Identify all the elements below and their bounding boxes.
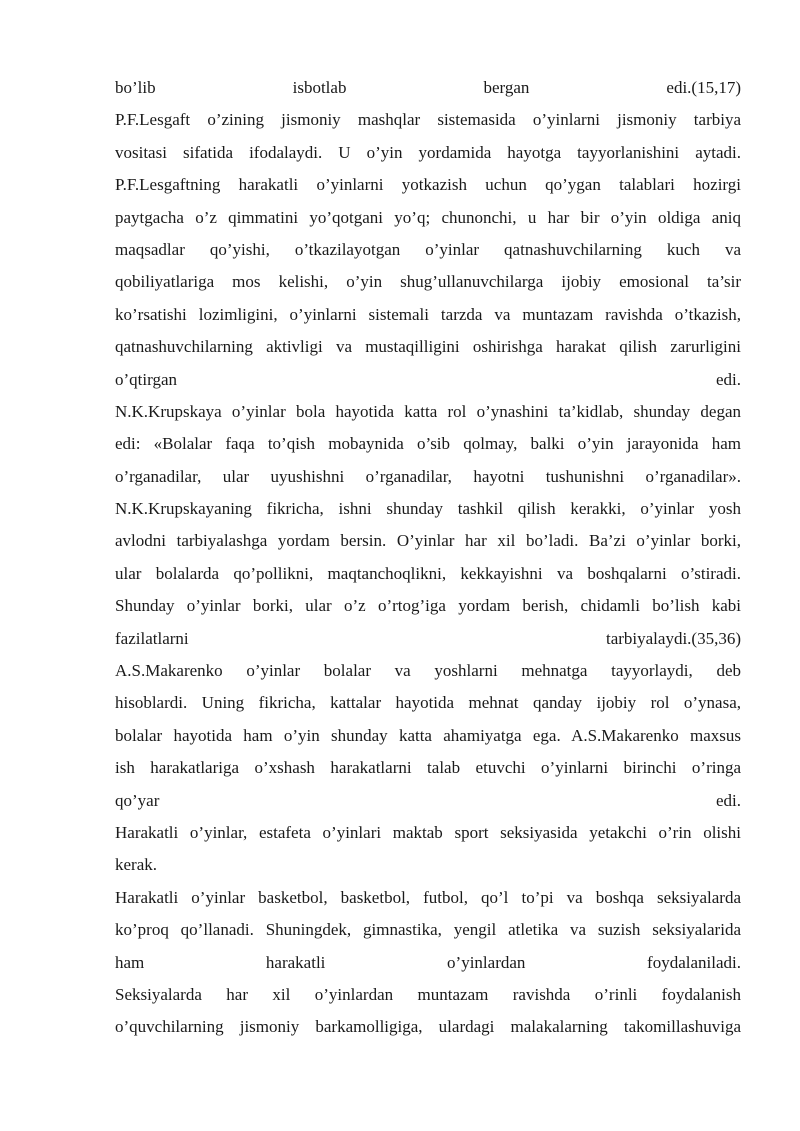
- text-line-13: o’rganadilar, ular uyushishni o’rganadilar, hayotni tushunishni o’rganadilar».: [115, 466, 741, 486]
- text-line-2: P.F.Lesgaft o’zining jismoniy mashqlar sistemasida o’yinlarni jismoniy tarbiya: [115, 110, 741, 130]
- text-line-11: N.K.Krupskaya o’yinlar bola hayotida katta rol o’ynashini ta’kidlab, shunday degan: [115, 401, 741, 421]
- text-line-29: Seksiyalarda har xil o’yinlardan muntazam ravishda o’rinli foydalanish: [115, 984, 741, 1004]
- text-line-5: paytgacha o’z qimmatini yo’qotgani yo’q; chunonchi, u har bir o’yin oldiga aniq: [115, 207, 741, 227]
- text-line-24: Harakatli o’yinlar, estafeta o’yinlari maktab sport seksiyasida yetakchi o’rin olishi: [115, 822, 741, 842]
- text-line-22: ish harakatlariga o’xshash harakatlarni talab etuvchi o’yinlarni birinchi o’ringa: [115, 758, 741, 778]
- text-line-1: bo’lib isbotlab bergan edi.(15,17): [115, 78, 741, 97]
- text-line-7: qobiliyatlariga mos kelishi, o’yin shug’ullanuvchilarga ijobiy emosional ta’sir: [115, 272, 741, 292]
- text-line-17: Shunday o’yinlar borki, ular o’z o’rtog’iga yordam berish, chidamli bo’lish kabi: [115, 596, 741, 616]
- text-line-18: fazilatlarni tarbiyalaydi.(35,36): [115, 628, 741, 648]
- text-line-16: ular bolalarda qo’pollikni, maqtanchoqlikni, kekkayishni va boshqalarni o’stiradi.: [115, 563, 741, 583]
- text-line-3: vositasi sifatida ifodalaydi. U o’yin yordamida hayotga tayyorlanishini aytadi.: [115, 142, 741, 162]
- text-line-30: o’quvchilarning jismoniy barkamolligiga, ulardagi malakalarning takomillashuviga: [115, 1017, 741, 1037]
- text-line-10: o’qtirgan edi.: [115, 369, 741, 389]
- text-line-14: N.K.Krupskayaning fikricha, ishni shunday tashkil qilish kerakki, o’yinlar yosh: [115, 499, 741, 519]
- text-line-9: qatnashuvchilarning aktivligi va mustaqilligini oshirishga harakat qilish zarurligini: [115, 337, 741, 357]
- text-line-25: kerak.: [115, 855, 158, 875]
- text-line-23: qo’yar edi.: [115, 790, 741, 810]
- text-line-15: avlodni tarbiyalashga yordam bersin. O’yinlar har xil bo’ladi. Ba’zi o’yinlar borki,: [115, 531, 741, 551]
- text-line-26: Harakatli o’yinlar basketbol, basketbol, futbol, qo’l to’pi va boshqa seksiyalarda: [115, 887, 741, 907]
- text-line-28: ham harakatli o’yinlardan foydalaniladi.: [115, 952, 741, 972]
- text-line-12: edi: «Bolalar faqa to’qish mobaynida o’sib qolmay, balki o’yin jarayonida ham: [115, 434, 741, 454]
- text-line-8: ko’rsatishi lozimligini, o’yinlarni sistemali tarzda va muntazam ravishda o’tkazish,: [115, 304, 741, 324]
- text-line-19: A.S.Makarenko o’yinlar bolalar va yoshlarni mehnatga tayyorlaydi, deb: [115, 661, 741, 681]
- text-line-27: ko’proq qo’llanadi. Shuningdek, gimnastika, yengil atletika va suzish seksiyalarida: [115, 920, 741, 940]
- text-line-20: hisoblardi. Uning fikricha, kattalar hayotida mehnat qanday ijobiy rol o’ynasa,: [115, 693, 741, 713]
- text-line-21: bolalar hayotida ham o’yin shunday katta ahamiyatga ega. A.S.Makarenko maxsus: [115, 725, 741, 745]
- document-body: [115, 72, 741, 1044]
- text-line-6: maqsadlar qo’yishi, o’tkazilayotgan o’yinlar qatnashuvchilarning kuch va: [115, 239, 741, 259]
- text-line-4: P.F.Lesgaftning harakatli o’yinlarni yotkazish uchun qo’ygan talablari hozirgi: [115, 175, 741, 195]
